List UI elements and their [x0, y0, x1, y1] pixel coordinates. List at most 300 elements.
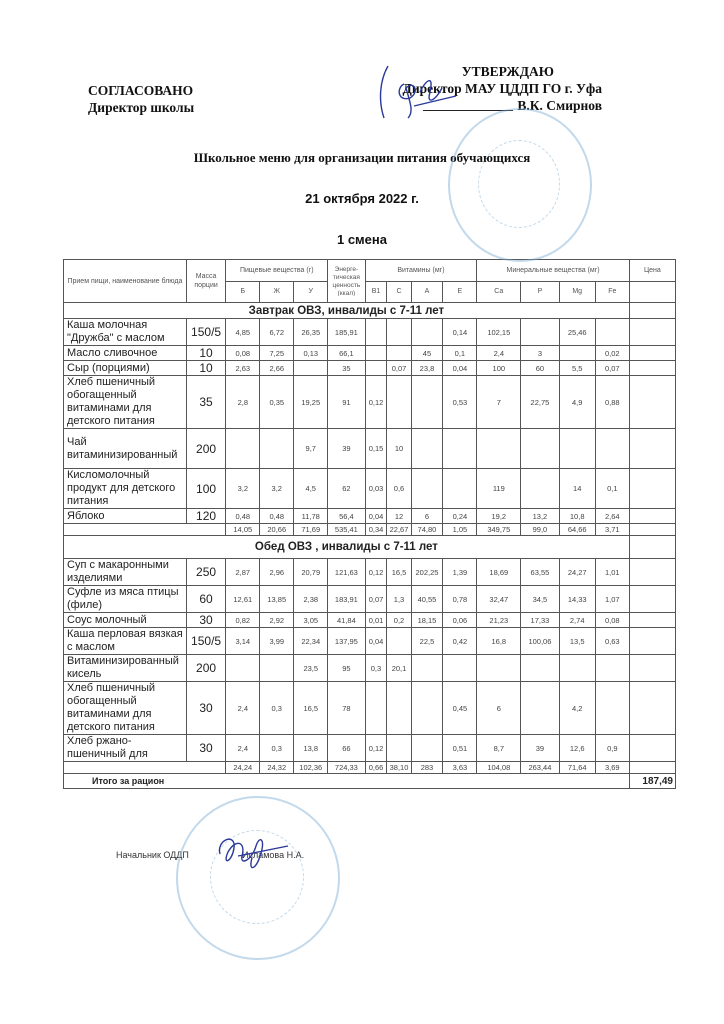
dish-mass: 120 — [186, 509, 225, 524]
value-b: 2,4 — [226, 682, 260, 735]
value-zh: 0,48 — [260, 509, 294, 524]
value-a: 18,15 — [411, 613, 443, 628]
subtotal-c: 22,67 — [387, 524, 411, 536]
value-u: 2,38 — [294, 586, 328, 613]
value-fe — [595, 319, 629, 346]
value-ca: 119 — [477, 469, 521, 509]
value-energy: 183,91 — [328, 586, 365, 613]
value-c: 16,5 — [387, 559, 411, 586]
value-a: 202,25 — [411, 559, 443, 586]
price-cell — [629, 628, 675, 655]
value-e — [443, 429, 477, 469]
value-u: 19,25 — [294, 376, 328, 429]
value-zh: 2,96 — [260, 559, 294, 586]
header-vitamins: Витамины (мг) — [365, 260, 477, 282]
header-mg: Mg — [559, 281, 595, 303]
value-mg — [559, 429, 595, 469]
dish-mass: 100 — [186, 469, 225, 509]
menu-table — [63, 259, 676, 789]
approve-name: В.К. Смирнов — [517, 98, 602, 113]
value-a — [411, 376, 443, 429]
value-c: 1,3 — [387, 586, 411, 613]
approve-position: Директор МАУ ЦДДП ГО г. Уфа — [402, 81, 602, 96]
subtotal-p: 99,0 — [521, 524, 559, 536]
total-row — [64, 774, 676, 789]
dish-row — [64, 509, 676, 524]
value-fe: 0,9 — [595, 735, 629, 762]
dish-row — [64, 361, 676, 376]
value-energy: 66 — [328, 735, 365, 762]
value-fe: 0,63 — [595, 628, 629, 655]
dish-name: Масло сливочное — [64, 346, 187, 361]
value-a: 6 — [411, 509, 443, 524]
subtotal-zh: 20,66 — [260, 524, 294, 536]
value-c — [387, 735, 411, 762]
value-u: 0,13 — [294, 346, 328, 361]
header-minerals: Минеральные вещества (мг) — [477, 260, 629, 282]
value-zh: 0,35 — [260, 376, 294, 429]
value-e: 0,06 — [443, 613, 477, 628]
value-b1 — [365, 346, 387, 361]
dish-row — [64, 586, 676, 613]
subtotal-a: 74,80 — [411, 524, 443, 536]
price-cell — [629, 524, 675, 536]
document-shift: 1 смена — [336, 232, 387, 247]
subtotal-row — [64, 524, 676, 536]
value-b1 — [365, 319, 387, 346]
value-c: 0,6 — [387, 469, 411, 509]
value-b: 0,82 — [226, 613, 260, 628]
dish-name: Чай витаминизированный — [64, 429, 187, 469]
value-a: 22,5 — [411, 628, 443, 655]
dish-mass: 10 — [186, 361, 225, 376]
value-b — [226, 655, 260, 682]
value-e: 0,45 — [443, 682, 477, 735]
value-fe — [595, 682, 629, 735]
dish-mass: 250 — [186, 559, 225, 586]
subtotal-fe: 3,69 — [595, 762, 629, 774]
dish-mass: 200 — [186, 655, 225, 682]
value-a — [411, 429, 443, 469]
dish-mass: 200 — [186, 429, 225, 469]
value-mg: 4,9 — [559, 376, 595, 429]
header-c: С — [387, 281, 411, 303]
value-fe: 0,88 — [595, 376, 629, 429]
value-fe: 1,07 — [595, 586, 629, 613]
dish-row — [64, 319, 676, 346]
total-label: Итого за рацион — [64, 774, 630, 789]
value-p: 60 — [521, 361, 559, 376]
dish-name: Суфле из мяса птицы (филе) — [64, 586, 187, 613]
value-b: 3,2 — [226, 469, 260, 509]
value-zh — [260, 429, 294, 469]
subtotal-ca: 104,08 — [477, 762, 521, 774]
price-cell — [629, 735, 675, 762]
value-b1 — [365, 361, 387, 376]
dish-row — [64, 628, 676, 655]
subtotal-u: 102,36 — [294, 762, 328, 774]
value-b1: 0,12 — [365, 559, 387, 586]
value-p: 3 — [521, 346, 559, 361]
price-cell — [629, 319, 675, 346]
value-fe: 1,01 — [595, 559, 629, 586]
value-e: 1,39 — [443, 559, 477, 586]
value-zh: 3,2 — [260, 469, 294, 509]
price-cell — [629, 361, 675, 376]
value-ca: 16,8 — [477, 628, 521, 655]
value-c — [387, 346, 411, 361]
value-u: 22,34 — [294, 628, 328, 655]
value-mg: 14 — [559, 469, 595, 509]
value-b: 4,85 — [226, 319, 260, 346]
value-zh — [260, 655, 294, 682]
value-zh: 7,25 — [260, 346, 294, 361]
header-fe: Fe — [595, 281, 629, 303]
header-nutrients: Пищевые вещества (г) — [226, 260, 328, 282]
value-p — [521, 469, 559, 509]
value-ca — [477, 429, 521, 469]
document-date: 21 октября 2022 г. — [305, 191, 419, 206]
value-b — [226, 429, 260, 469]
dish-mass: 60 — [186, 586, 225, 613]
value-b1 — [365, 682, 387, 735]
dish-mass: 30 — [186, 682, 225, 735]
section-header-row — [64, 536, 676, 559]
price-cell — [629, 346, 675, 361]
value-e — [443, 469, 477, 509]
header-energy-text: Энерге-тическая ценность (ккал) — [332, 266, 361, 296]
value-fe — [595, 429, 629, 469]
value-u: 23,5 — [294, 655, 328, 682]
value-p — [521, 655, 559, 682]
agreed-title: СОГЛАСОВАНО — [88, 83, 194, 98]
price-cell — [629, 429, 675, 469]
dish-mass: 10 — [186, 346, 225, 361]
value-e: 0,24 — [443, 509, 477, 524]
dish-row — [64, 682, 676, 735]
value-e: 0,51 — [443, 735, 477, 762]
value-e: 0,42 — [443, 628, 477, 655]
value-fe: 0,08 — [595, 613, 629, 628]
value-a: 40,55 — [411, 586, 443, 613]
value-p: 22,75 — [521, 376, 559, 429]
value-c: 20,1 — [387, 655, 411, 682]
value-energy: 35 — [328, 361, 365, 376]
value-b: 2,8 — [226, 376, 260, 429]
value-p: 34,5 — [521, 586, 559, 613]
value-mg: 2,74 — [559, 613, 595, 628]
subtotal-label — [64, 762, 226, 774]
subtotal-mg: 64,66 — [559, 524, 595, 536]
value-e: 0,78 — [443, 586, 477, 613]
value-energy: 78 — [328, 682, 365, 735]
value-u: 16,5 — [294, 682, 328, 735]
value-ca: 32,47 — [477, 586, 521, 613]
value-u: 26,35 — [294, 319, 328, 346]
value-zh: 3,99 — [260, 628, 294, 655]
price-cell — [629, 682, 675, 735]
header-price-empty — [629, 281, 675, 303]
value-fe: 0,1 — [595, 469, 629, 509]
value-u: 11,78 — [294, 509, 328, 524]
subtotal-u: 71,69 — [294, 524, 328, 536]
value-mg — [559, 346, 595, 361]
value-fe — [595, 655, 629, 682]
header-b: Б — [226, 281, 260, 303]
value-ca: 18,69 — [477, 559, 521, 586]
value-ca: 8,7 — [477, 735, 521, 762]
header-price: Цена — [629, 260, 675, 282]
section-header-row — [64, 303, 676, 319]
dish-name: Хлеб ржано-пшеничный для — [64, 735, 187, 762]
section-title: Завтрак ОВЗ, инвалиды с 7-11 лет — [64, 303, 630, 319]
header-dish: Прием пищи, наименование блюда — [64, 260, 187, 303]
subtotal-energy: 535,41 — [328, 524, 365, 536]
subtotal-b1: 0,66 — [365, 762, 387, 774]
value-u: 20,79 — [294, 559, 328, 586]
dish-row — [64, 429, 676, 469]
dish-name: Суп с макаронными изделиями — [64, 559, 187, 586]
value-c — [387, 682, 411, 735]
footer-name: Исламова Н.А. — [242, 850, 305, 860]
value-p — [521, 319, 559, 346]
value-a — [411, 469, 443, 509]
agreed-block — [88, 82, 194, 116]
value-b1: 0,07 — [365, 586, 387, 613]
dish-name: Хлеб пшеничный обогащенный витаминами для детского питания — [64, 682, 187, 735]
value-a — [411, 655, 443, 682]
value-mg: 5,5 — [559, 361, 595, 376]
value-b1: 0,3 — [365, 655, 387, 682]
value-energy: 95 — [328, 655, 365, 682]
subtotal-mg: 71,64 — [559, 762, 595, 774]
value-b1: 0,04 — [365, 509, 387, 524]
value-energy: 66,1 — [328, 346, 365, 361]
value-b1: 0,01 — [365, 613, 387, 628]
value-zh: 2,92 — [260, 613, 294, 628]
value-b1: 0,12 — [365, 735, 387, 762]
header-energy — [328, 260, 365, 303]
subtotal-ca: 349,75 — [477, 524, 521, 536]
value-p: 13,2 — [521, 509, 559, 524]
value-c: 12 — [387, 509, 411, 524]
value-u: 4,5 — [294, 469, 328, 509]
price-cell — [629, 559, 675, 586]
header-mass: Масса порции — [186, 260, 225, 303]
subtotal-c: 38,10 — [387, 762, 411, 774]
value-ca: 21,23 — [477, 613, 521, 628]
value-mg: 4,2 — [559, 682, 595, 735]
dish-row — [64, 559, 676, 586]
value-fe: 2,64 — [595, 509, 629, 524]
value-ca: 2,4 — [477, 346, 521, 361]
value-p — [521, 682, 559, 735]
value-c: 10 — [387, 429, 411, 469]
value-ca: 7 — [477, 376, 521, 429]
value-mg — [559, 655, 595, 682]
subtotal-a: 283 — [411, 762, 443, 774]
dish-row — [64, 655, 676, 682]
value-energy: 185,91 — [328, 319, 365, 346]
subtotal-row — [64, 762, 676, 774]
price-cell — [629, 762, 675, 774]
dish-row — [64, 346, 676, 361]
value-e: 0,53 — [443, 376, 477, 429]
value-b1: 0,12 — [365, 376, 387, 429]
value-zh: 6,72 — [260, 319, 294, 346]
value-a — [411, 735, 443, 762]
value-b: 12,61 — [226, 586, 260, 613]
value-u — [294, 361, 328, 376]
dish-name: Яблоко — [64, 509, 187, 524]
dish-mass: 35 — [186, 376, 225, 429]
value-u: 9,7 — [294, 429, 328, 469]
price-cell — [629, 303, 675, 319]
value-u: 13,8 — [294, 735, 328, 762]
price-cell — [629, 376, 675, 429]
value-energy: 121,63 — [328, 559, 365, 586]
value-e — [443, 655, 477, 682]
value-ca — [477, 655, 521, 682]
agreed-position: Директор школы — [88, 100, 195, 115]
value-mg: 25,46 — [559, 319, 595, 346]
value-e: 0,1 — [443, 346, 477, 361]
footer-position: Начальник ОДДП — [116, 850, 189, 860]
stamp-bottom — [176, 796, 340, 960]
total-price: 187,49 — [629, 774, 675, 789]
value-c — [387, 376, 411, 429]
value-p: 39 — [521, 735, 559, 762]
value-ca: 102,15 — [477, 319, 521, 346]
header-zh: Ж — [260, 281, 294, 303]
dish-name: Хлеб пшеничный обогащенный витаминами для детского питания — [64, 376, 187, 429]
value-u: 3,05 — [294, 613, 328, 628]
value-energy: 39 — [328, 429, 365, 469]
value-c: 0,2 — [387, 613, 411, 628]
value-fe: 0,07 — [595, 361, 629, 376]
approve-title: УТВЕРЖДАЮ — [461, 64, 554, 79]
subtotal-b1: 0,34 — [365, 524, 387, 536]
value-energy: 41,84 — [328, 613, 365, 628]
price-cell — [629, 613, 675, 628]
value-mg: 10,8 — [559, 509, 595, 524]
value-b: 2,87 — [226, 559, 260, 586]
value-c: 0,07 — [387, 361, 411, 376]
document-title: Школьное меню для организации питания обучающихся — [193, 150, 531, 165]
price-cell — [629, 586, 675, 613]
dish-name: Соус молочный — [64, 613, 187, 628]
value-mg: 13,5 — [559, 628, 595, 655]
value-b: 0,08 — [226, 346, 260, 361]
header-a: А — [411, 281, 443, 303]
value-mg: 14,33 — [559, 586, 595, 613]
subtotal-p: 263,44 — [521, 762, 559, 774]
header-b1: В1 — [365, 281, 387, 303]
value-a: 23,8 — [411, 361, 443, 376]
value-b: 2,4 — [226, 735, 260, 762]
value-zh: 0,3 — [260, 682, 294, 735]
subtotal-energy: 724,33 — [328, 762, 365, 774]
value-p: 17,33 — [521, 613, 559, 628]
dish-name: Каша молочная "Дружба" с маслом — [64, 319, 187, 346]
subtotal-e: 1,05 — [443, 524, 477, 536]
dish-mass: 150/5 — [186, 628, 225, 655]
signature-line — [423, 97, 513, 111]
value-a — [411, 319, 443, 346]
value-b1: 0,15 — [365, 429, 387, 469]
value-c — [387, 319, 411, 346]
value-p — [521, 429, 559, 469]
price-cell — [629, 469, 675, 509]
dish-name: Сыр (порциями) — [64, 361, 187, 376]
dish-mass: 30 — [186, 613, 225, 628]
value-a: 45 — [411, 346, 443, 361]
dish-row — [64, 469, 676, 509]
value-e: 0,04 — [443, 361, 477, 376]
dish-mass: 30 — [186, 735, 225, 762]
price-cell — [629, 536, 675, 559]
value-mg: 12,6 — [559, 735, 595, 762]
dish-name: Витаминизированный кисель — [64, 655, 187, 682]
dish-row — [64, 376, 676, 429]
subtotal-b: 24,24 — [226, 762, 260, 774]
approve-signature-line — [402, 97, 602, 114]
value-ca: 100 — [477, 361, 521, 376]
price-cell — [629, 509, 675, 524]
value-a — [411, 682, 443, 735]
value-energy: 62 — [328, 469, 365, 509]
value-energy: 91 — [328, 376, 365, 429]
value-zh: 2,66 — [260, 361, 294, 376]
value-b: 2,63 — [226, 361, 260, 376]
section-title: Обед ОВЗ , инвалиды с 7-11 лет — [64, 536, 630, 559]
value-p: 63,55 — [521, 559, 559, 586]
value-b: 0,48 — [226, 509, 260, 524]
dish-name: Каша перловая вязкая с маслом — [64, 628, 187, 655]
value-e: 0,14 — [443, 319, 477, 346]
value-p: 100,06 — [521, 628, 559, 655]
value-c — [387, 628, 411, 655]
dish-name: Кисломолочный продукт для детского питания — [64, 469, 187, 509]
header-ca: Са — [477, 281, 521, 303]
value-b1: 0,03 — [365, 469, 387, 509]
subtotal-zh: 24,32 — [260, 762, 294, 774]
subtotal-b: 14,05 — [226, 524, 260, 536]
value-ca: 6 — [477, 682, 521, 735]
dish-row — [64, 613, 676, 628]
value-mg: 24,27 — [559, 559, 595, 586]
price-cell — [629, 655, 675, 682]
header-e: Е — [443, 281, 477, 303]
value-b: 3,14 — [226, 628, 260, 655]
value-energy: 56,4 — [328, 509, 365, 524]
value-zh: 0,3 — [260, 735, 294, 762]
approve-block — [402, 63, 602, 114]
header-row-1 — [64, 260, 676, 282]
header-p: Р — [521, 281, 559, 303]
value-b1: 0,04 — [365, 628, 387, 655]
value-energy: 137,95 — [328, 628, 365, 655]
value-fe: 0,02 — [595, 346, 629, 361]
value-ca: 19,2 — [477, 509, 521, 524]
dish-row — [64, 735, 676, 762]
subtotal-e: 3,63 — [443, 762, 477, 774]
subtotal-label — [64, 524, 226, 536]
dish-mass: 150/5 — [186, 319, 225, 346]
value-zh: 13,85 — [260, 586, 294, 613]
header-u: У — [294, 281, 328, 303]
stamp-bottom-inner — [210, 830, 304, 924]
